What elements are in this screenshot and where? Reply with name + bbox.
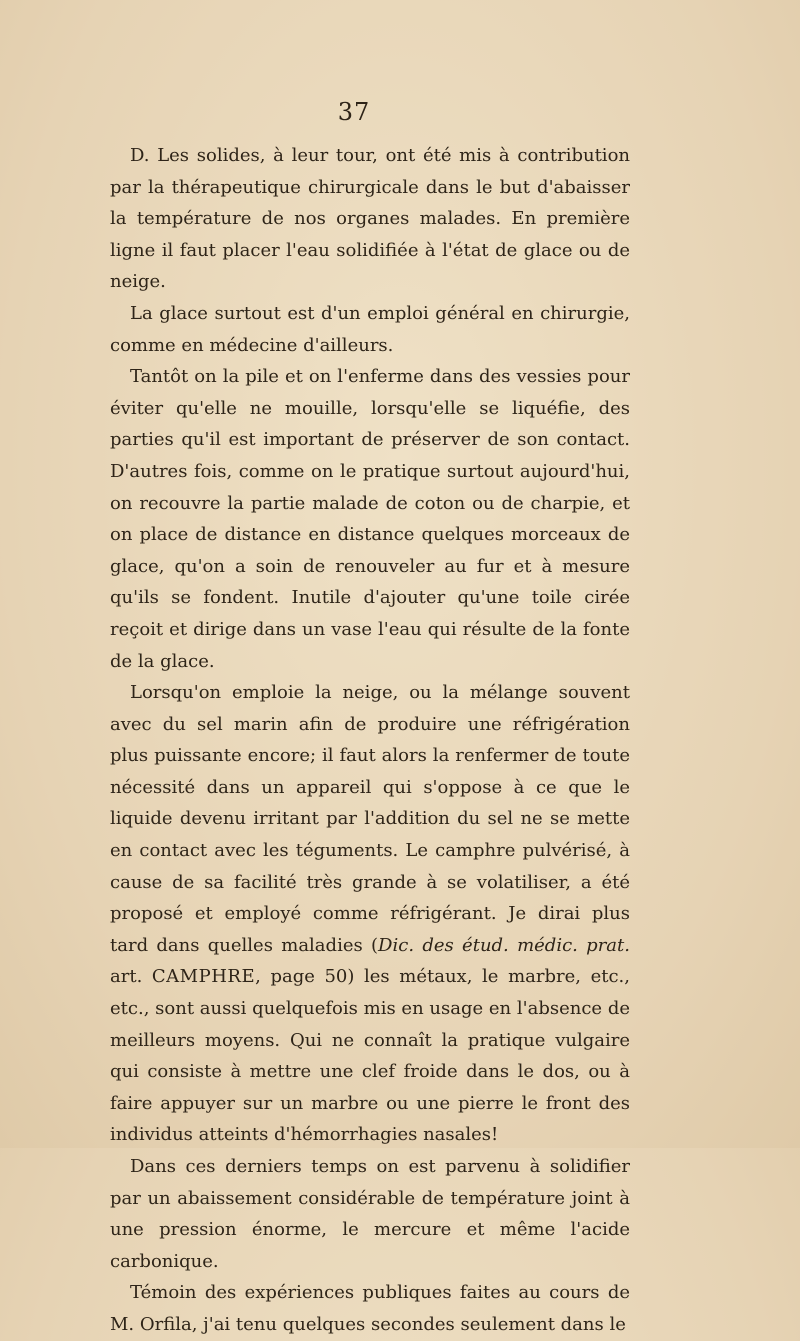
paragraph-glace: La glace surtout est d'un emploi général en chirurgie, comme en médecine d'ailleurs.	[110, 302, 630, 356]
citation-title: Dic. des étud. médic. prat.	[378, 934, 630, 956]
body-text	[110, 140, 630, 1341]
paragraph-solides: D. Les solides, à leur tour, ont été mis à contribution par la thérapeutique chirurgicale dans le but d'abaisser la température de nos organes malades. En première ligne il faut placer l'eau solidifiée à l'état de glace ou de neige.	[110, 145, 630, 293]
paragraph-neige	[110, 677, 630, 1151]
paragraph-neige-end: , page 50) les métaux, le marbre, etc., etc., sont aussi quelquefois mis en usage en l'absence de meilleurs moyens. Qui ne connaît la pratique vulgaire qui consiste à mettre une clef froide dans le dos, ou à faire appuyer sur un marbre ou une pierre le front des individus atteints d'hémorrhagies nasales!	[110, 966, 630, 1146]
page-number: 37	[337, 98, 371, 126]
paragraph-derniers-temps: Dans ces derniers temps on est parvenu à solidifier par un abaissement considérable de température joint à une pression énorme, le mercure et même l'acide carbonique.	[110, 1156, 630, 1272]
citation-art: art.	[110, 966, 152, 988]
paragraph-neige-start: Lorsqu'on emploie la neige, ou la mélange souvent avec du sel marin afin de produire une réfrigération plus puissante encore; il faut alors la renfermer de toute nécessité dans un appareil qui s'oppose à ce que le liquide devenu irritant par l'addition du sel ne se mette en contact avec les téguments. Le camphre pulvérisé, à cause de sa facilité très grande à se volatiliser, a été proposé et employé comme réfrigérant. Je dirai plus tard dans quelles maladies (	[110, 682, 630, 956]
paragraph-temoin: Témoin des expériences publiques faites au cours de M. Orfila, j'ai tenu quelques secondes seulement dans le	[110, 1282, 630, 1335]
citation-entry: CAMPHRE	[151, 966, 256, 988]
paragraph-tantot: Tantôt on la pile et on l'enferme dans des vessies pour éviter qu'elle ne mouille, lorsqu'elle se liquéfie, des parties qu'il est important de préserver de son contact. D'autres fois, comme on le pratique surtout aujourd'hui, on recouvre la partie malade de coton ou de charpie, et on place de distance en distance quelques morceaux de glace, qu'on a soin de renouveler au fur et à mesure qu'ils se fondent. Inutile d'ajouter qu'une toile cirée reçoit et dirige dans un vase l'eau qui résulte de la fonte de la glace.	[110, 366, 630, 672]
